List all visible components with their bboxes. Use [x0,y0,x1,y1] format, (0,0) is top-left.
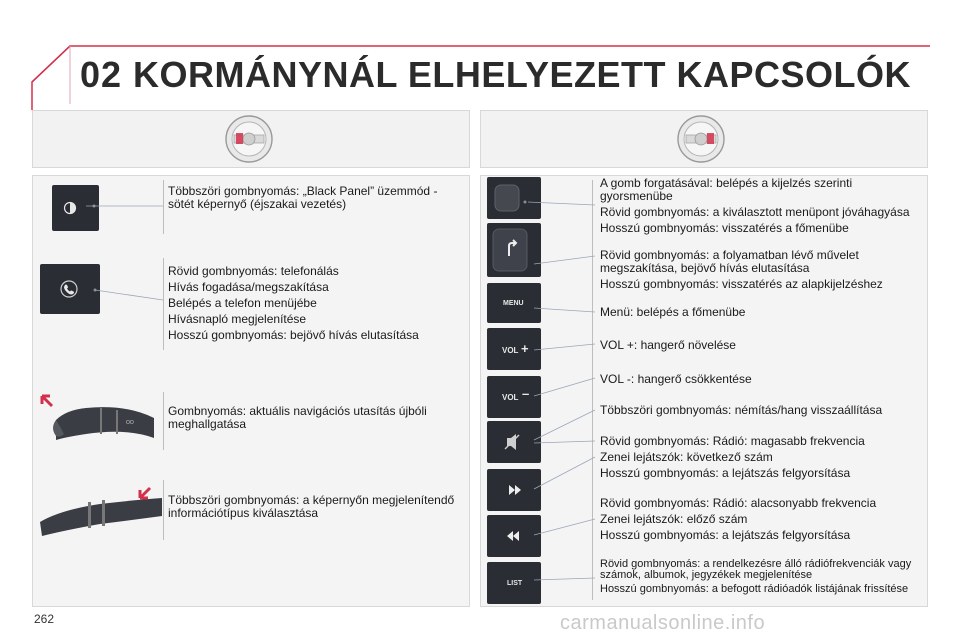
menu-button [487,283,541,323]
list-button [487,562,541,604]
description-line: Rövid gombnyomás: telefonálás [168,264,339,278]
separator [163,180,164,234]
mute-icon [487,421,541,463]
fast-forward-button [487,469,541,511]
minus-icon: – [522,386,530,401]
mute-button [487,421,541,463]
stalk-ring-icon [36,478,166,540]
plus-icon: + [521,341,529,356]
right-description-6 [600,404,922,420]
fast-forward-icon [487,469,541,511]
phone-button [40,264,100,314]
description-line: Menü: belépés a főmenübe [600,305,746,319]
half-moon-icon [52,185,99,231]
right-description-8 [600,497,922,545]
separator [592,180,593,600]
volume-down-icon: VOL [502,393,519,402]
volume-down-button [487,376,541,418]
black-panel-button [52,185,99,231]
description-line: Hívásnapló megjelenítése [168,312,307,326]
description-line: Hívás fogadása/megszakítása [168,280,329,294]
description-line: Rövid gombnyomás: a rendelkezésre álló rádiófrekvenciák vagy számok, albumok, jegyzékek megjelenítése [600,558,912,581]
description-line: A gomb forgatásával: belépés a kijelzés szerinti gyorsmenübe [600,176,853,203]
rewind-button [487,515,541,557]
right-description-7 [600,435,922,483]
thumbwheel-icon [487,177,541,219]
watermark: carmanualsonline.info [560,612,766,634]
rewind-icon [487,515,541,557]
right-description-2 [600,249,922,294]
phone-icon [40,264,100,314]
description-line: Zenei lejátszók: következő szám [600,450,773,464]
page-number: 262 [34,612,55,626]
stalk-end-press-icon [28,390,168,452]
description-line: VOL +: hangerő növelése [600,338,736,352]
call-end-icon [487,223,541,277]
description-line: Zenei lejátszók: előző szám [600,512,748,526]
description-line: Hosszú gombnyomás: a befogott rádióadók listájának frissítése [600,583,909,595]
description-line: Hosszú gombnyomás: a lejátszás felgyorsítása [600,466,851,480]
right-description-3 [600,306,922,322]
description-line: Rövid gombnyomás: Rádió: magasabb frekvencia [600,434,865,448]
description-line: Hosszú gombnyomás: visszatérés a főmenübe [600,221,849,235]
left-description-4 [168,494,463,523]
description-line: Többszöri gombnyomás: némítás/hang visszaállítása [600,403,883,417]
steering-wheel-right-controls-icon [675,113,727,165]
thumbwheel-button [487,177,541,219]
description-line: Többszöri gombnyomás: „Black Panel” üzemmód - sötét képernyő (éjszakai vezetés) [168,184,438,211]
volume-up-button [487,328,541,370]
description-line: Gombnyomás: aktuális navigációs utasítás újbóli meghallgatása [168,404,427,431]
description-line: Belépés a telefon menüjébe [168,296,317,310]
left-description-3 [168,405,463,434]
description-line: Hosszú gombnyomás: bejövő hívás elutasítása [168,328,419,342]
description-line: Hosszú gombnyomás: visszatérés az alapkijelzéshez [600,277,883,291]
steering-wheel-left-controls-icon [223,113,275,165]
left-description-1 [168,185,463,214]
menu-button-icon: MENU [503,300,524,307]
page-title: KORMÁNYNÁL ELHELYEZETT KAPCSOLÓK [133,54,912,95]
separator [163,258,164,350]
description-line: Hosszú gombnyomás: a lejátszás felgyorsítása [600,528,851,542]
right-description-5 [600,373,922,389]
description-line: Rövid gombnyomás: Rádió: alacsonyabb frekvencia [600,496,877,510]
right-description-9 [600,559,922,598]
chapter-number: 02 [80,54,123,95]
call-end-button [487,223,541,277]
volume-up-icon: VOL [502,346,519,355]
right-description-4 [600,339,922,355]
right-description-1 [600,177,922,238]
description-line: Rövid gombnyomás: a folyamatban lévő művelet megszakítása, bejövő hívás elutasítása [600,248,859,275]
svg-text:OO: OO [126,420,134,426]
description-line: Rövid gombnyomás: a kiválasztott menüpont jóváhagyása [600,205,910,219]
description-line: Többszöri gombnyomás: a képernyőn megjelenítendő információtípus kiválasztása [168,493,455,520]
left-description-2 [168,265,463,345]
description-line: VOL -: hangerő csökkentése [600,372,752,386]
list-button-icon: LIST [507,580,523,587]
